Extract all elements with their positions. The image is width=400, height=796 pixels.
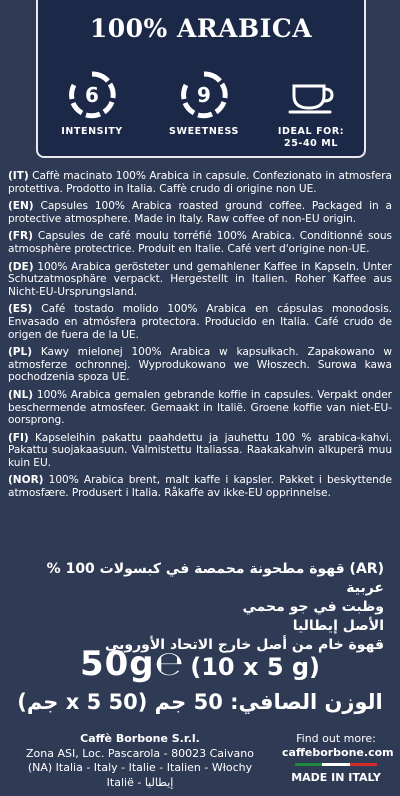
website-link[interactable]: caffeborbone.com	[282, 746, 394, 759]
arabic-line: وظبت في جو محمي	[242, 599, 384, 615]
footer-info	[282, 732, 394, 785]
italian-flag-icon	[295, 763, 377, 766]
made-in-italy-label: MADE IN ITALY	[291, 771, 381, 784]
intensity-dial-icon	[67, 70, 117, 120]
header-panel	[36, 0, 366, 158]
sweetness-indicator	[149, 70, 259, 138]
description-de: (DE) 100% Arabica gerösteter und gemahlener Kaffee in Kapseln. Unter Schutzatmosphäre verpackt. Hergestellt in Italien. Roher Kaffee aus Nicht-EU-Ursprungsland.	[8, 260, 392, 298]
net-weight	[0, 644, 400, 684]
espresso-cup-icon	[286, 70, 336, 120]
description-it: (IT) Caffè macinato 100% Arabica in capsule. Confezionato in atmosfera protettiva. Prodotto in Italia. Caffè crudo di origine non UE.	[8, 170, 392, 195]
intensity-indicator	[37, 70, 147, 138]
sweetness-value: 9	[197, 83, 211, 107]
description-fi: (FI) Kapseleihin pakattu paahdettu ja jauhettu 100 % arabica-kahvi. Pakattu suojakaasuun. Valmistettu Italiassa. Raakakahvin alkuperä muu kuin EU.	[8, 431, 392, 469]
company-address: (NA) Italia - Italy - Italie - Italien - Włochy	[27, 761, 253, 774]
arabic-line: الأصل إيطاليا	[292, 618, 384, 634]
description-pl: (PL) Kawy mielonej 100% Arabica w kapsułkach. Zapakowano w atmosferze ochronnej. Wyprodukowano we Włoszech. Surowa kawa pochodzenia spoza UE.	[8, 346, 392, 384]
ideal-volume: 25-40 ML	[284, 138, 338, 149]
description-ar	[16, 560, 384, 655]
arabic-line: (AR) قهوة مطحونة محمصة في كبسولات 100 % عربية	[46, 561, 384, 596]
net-weight-arabic: الوزن الصافي: 50 جم (50 x 5 جم)	[17, 690, 383, 714]
sweetness-label: SWEETNESS	[169, 126, 239, 137]
company-address: Italië - إيطاليا	[106, 775, 174, 789]
intensity-label: INTENSITY	[61, 126, 123, 137]
description-nl: (NL) 100% Arabica gemalen gebrande koffie in capsules. Verpakt onder beschermende atmosfeer. Gemaakt in Italië. Groene koffie van niet-EU-oorsprong.	[8, 388, 392, 427]
ideal-label: IDEAL FOR:	[277, 126, 345, 137]
product-title: 100% ARABICA	[89, 14, 313, 43]
find-out-label: Find out more:	[296, 732, 376, 745]
description-en: (EN) Capsules 100% Arabica roasted ground coffee. Packaged in a protective atmosphere. Made in Italy. Raw coffee of non-EU origin.	[8, 200, 392, 225]
description-nor: (NOR) 100% Arabica brent, malt kaffe i kapsler. Pakket i beskyttende atmosfære. Produsert i Italia. Råkaffe av ikke-EU opprinnelse.	[8, 474, 392, 500]
description-list	[8, 170, 392, 505]
company-name: Caffè Borbone S.r.l.	[80, 732, 200, 745]
sweetness-dial-icon	[179, 70, 229, 120]
description-fr: (FR) Capsules de café moulu torréfié 100% Arabica. Conditionné sous atmosphère protectrice. Produit en Italie. Café vert d'origine non-UE.	[8, 230, 392, 255]
ideal-cup-indicator	[256, 70, 366, 150]
net-weight-detail: (10 x 5 g)	[190, 653, 321, 681]
net-weight-value: 50g℮	[79, 644, 185, 684]
intensity-value: 6	[85, 83, 99, 107]
description-es: (ES) Café tostado molido 100% Arabica en cápsulas monodosis. Envasado en atmósfera protectora. Producido en Italia. Café crudo de origen de fuera de la UE.	[8, 303, 392, 341]
company-address: Zona ASI, Loc. Pascarola - 80023 Caivano	[25, 746, 254, 760]
arabic-line: قهوة خام من أصل خارج الاتحاد الأوروبي	[104, 637, 384, 653]
company-info	[20, 732, 260, 790]
